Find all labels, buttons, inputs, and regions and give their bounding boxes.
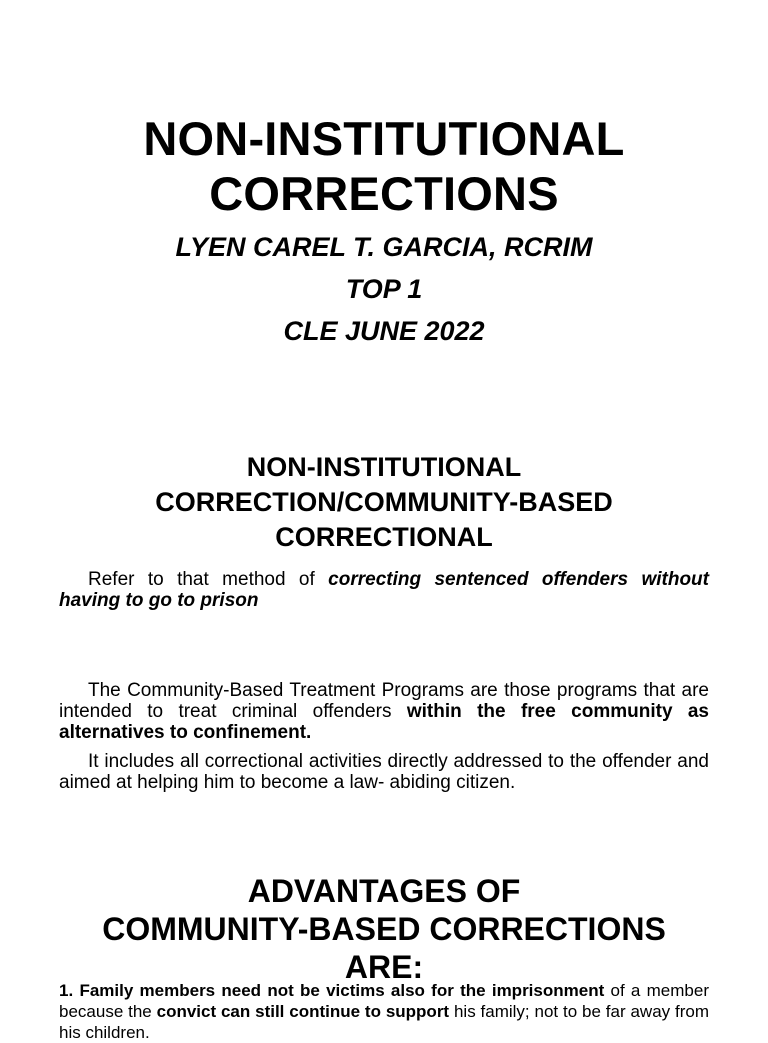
definition-emphasis: correcting sentenced offenders without having to go to prison bbox=[59, 569, 709, 611]
activities-paragraph: It includes all correctional activities directly addressed to the offender and aimed at helping him to become a law- abiding citizen. bbox=[59, 751, 709, 793]
title-line-2: CORRECTIONS bbox=[209, 167, 559, 220]
item-text-1: of a member because the bbox=[59, 981, 709, 1021]
advantages-heading bbox=[0, 872, 768, 986]
programs-text: The Community-Based Treatment Programs are those programs that are intended to treat criminal offenders bbox=[59, 680, 709, 722]
advantage-item-1 bbox=[59, 980, 709, 1043]
definition-text: Refer to that method of bbox=[88, 569, 329, 590]
item-number: 1. bbox=[59, 981, 74, 1000]
exam-date: CLE JUNE 2022 bbox=[283, 316, 485, 346]
programs-emphasis: within the free community as alternatives to confinement. bbox=[59, 701, 709, 743]
document-title bbox=[0, 111, 768, 221]
author-name: LYEN CAREL T. GARCIA, RCRIM bbox=[175, 232, 593, 262]
advantages-heading-line-1: ADVANTAGES OF bbox=[247, 873, 521, 909]
item-bold-2: convict can still continue to support bbox=[156, 1002, 450, 1021]
section-heading-line-2: CORRECTION/COMMUNITY-BASED bbox=[155, 487, 613, 517]
author-rank: TOP 1 bbox=[345, 274, 423, 304]
section-heading bbox=[0, 450, 768, 555]
definition-paragraph bbox=[59, 569, 709, 611]
item-text-2: his family; not to be far away from his children. bbox=[59, 1002, 709, 1042]
advantages-heading-line-3: ARE: bbox=[344, 949, 424, 985]
author-block bbox=[0, 226, 768, 352]
advantages-heading-line-2: COMMUNITY-BASED CORRECTIONS bbox=[102, 911, 666, 947]
section-heading-line-3: CORRECTIONAL bbox=[275, 522, 493, 552]
section-heading-line-1: NON-INSTITUTIONAL bbox=[246, 452, 522, 482]
programs-paragraph bbox=[59, 680, 709, 743]
item-bold-1: Family members need not be victims also for the imprisonment bbox=[79, 981, 605, 1000]
title-line-1: NON-INSTITUTIONAL bbox=[143, 112, 625, 165]
